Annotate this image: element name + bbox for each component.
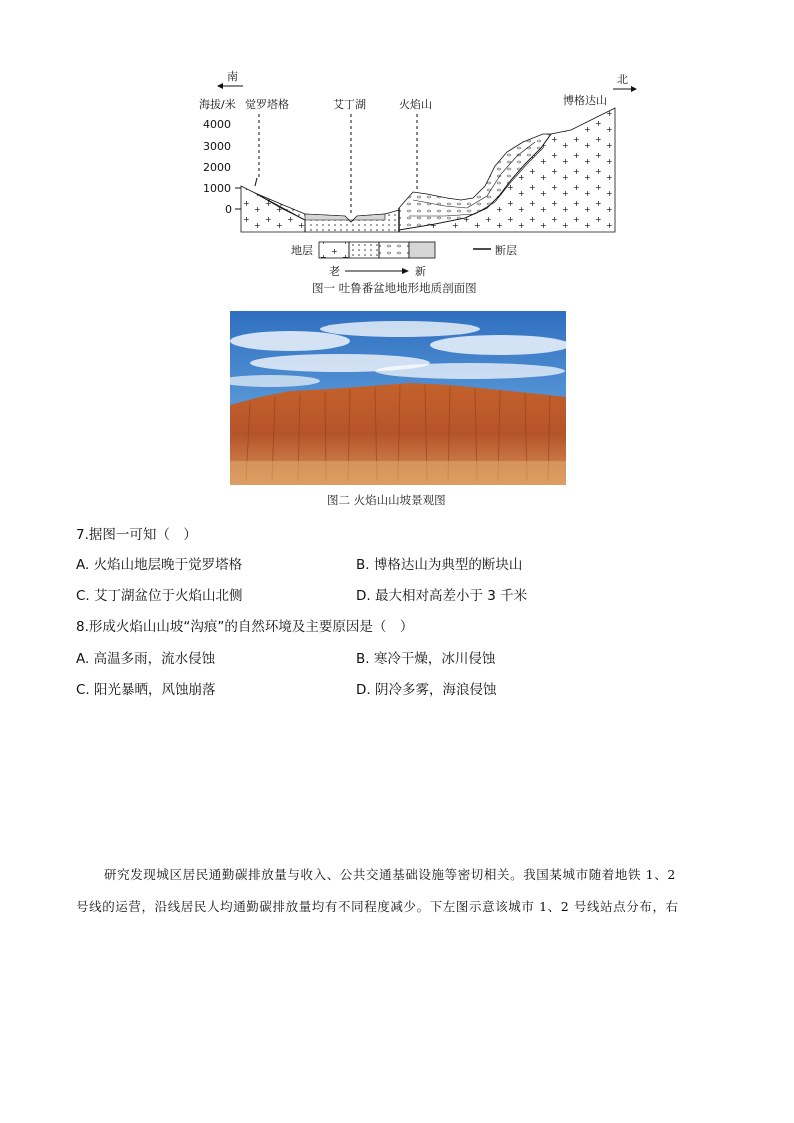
q7-option-b: B. 博格达山为典型的断块山 (356, 557, 523, 573)
q8-option-c: C. 阳光暴晒，风蚀崩落 (76, 682, 216, 698)
figure1-caption: 图一 吐鲁番盆地地形地质剖面图 (312, 281, 477, 295)
q7-option-c: C. 艾丁湖盆位于火焰山北侧 (76, 588, 243, 604)
geologic-profile-diagram (195, 68, 645, 300)
legend-strata-label: 地层 (291, 244, 313, 257)
label-juelutage: 觉罗塔格 (245, 98, 289, 111)
passage-line-1: 研究发现城区居民通勤碳排放量与收入、公共交通基础设施等密切相关。我国某城市随着地铁 1、2 (104, 867, 676, 882)
passage-line-2: 号线的运营，沿线居民人均通勤碳排放量均有不同程度减少。下左图示意该城市 1、2 号线站点分布，右 (76, 899, 679, 914)
legend-gravel (379, 242, 409, 258)
tick-4000: 4000 (203, 118, 231, 131)
label-bogedashan: 博格达山 (563, 94, 607, 107)
elevation-axis-label: 海拔/米 (199, 98, 236, 111)
flaming-mountain-photo (230, 311, 566, 485)
legend-new: 新 (415, 265, 426, 278)
question-7-stem: 7.据图一可知（ ） (76, 527, 197, 543)
south-label: 南 (227, 70, 238, 83)
q7-option-a: A. 火焰山地层晚于觉罗塔格 (76, 557, 243, 573)
tick-1000: 1000 (203, 182, 231, 195)
geologic-profile-figure (195, 68, 645, 300)
q8-option-a: A. 高温多雨，流水侵蚀 (76, 651, 216, 667)
north-label: 北 (617, 73, 628, 86)
label-aidinghu: 艾丁湖 (333, 98, 366, 111)
q8-option-b: B. 寒冷干燥，冰川侵蚀 (356, 651, 496, 667)
legend-fault-label: 断层 (495, 244, 517, 257)
legend-lake (409, 242, 435, 258)
figure2-caption: 图二 火焰山山坡景观图 (327, 493, 446, 507)
tick-0: 0 (225, 203, 232, 216)
landscape-image (230, 311, 566, 485)
q7-option-d: D. 最大相对高差小于 3 千米 (356, 588, 528, 604)
left-basement (241, 186, 305, 232)
tick-2000: 2000 (203, 161, 231, 174)
legend-sand (349, 242, 379, 258)
tick-3000: 3000 (203, 140, 231, 153)
label-huoyanshan: 火焰山 (399, 98, 432, 111)
q8-option-d: D. 阴冷多雾，海浪侵蚀 (356, 682, 497, 698)
legend-granite (319, 242, 349, 258)
legend-old: 老 (329, 265, 340, 278)
question-8-stem: 8.形成火焰山山坡“沟痕”的自然环境及主要原因是（ ） (76, 619, 414, 635)
